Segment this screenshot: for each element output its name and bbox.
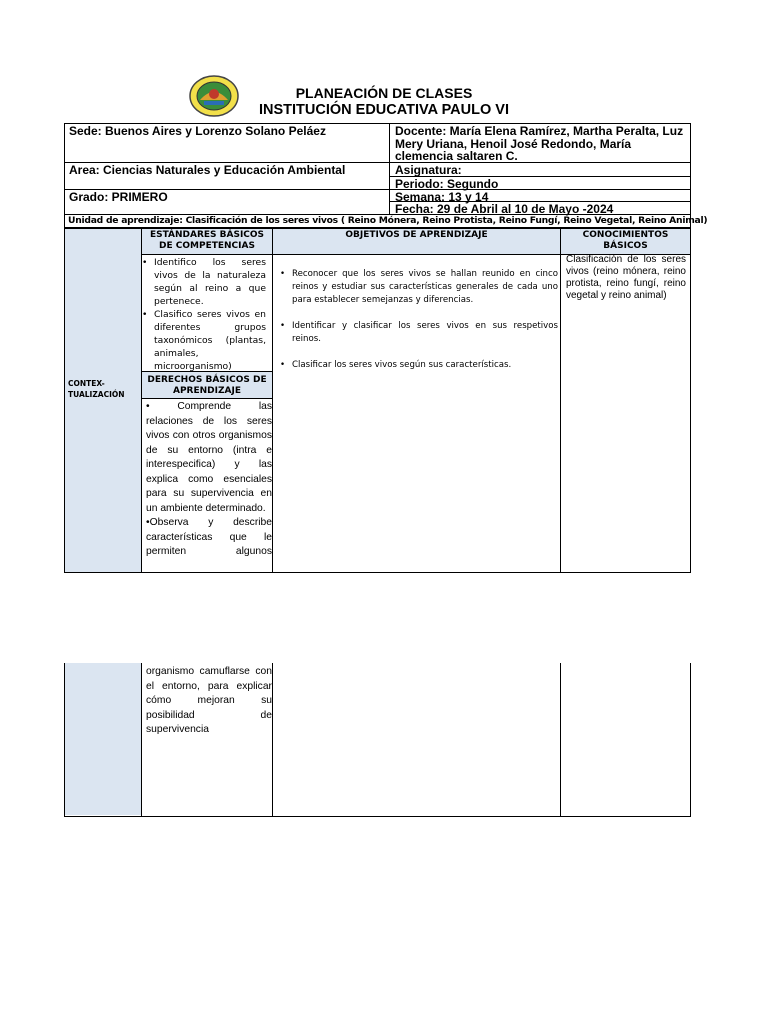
context-column-shade-continued: [65, 663, 141, 815]
list-item: • Identificar y clasificar los seres vivos en sus respetivos reinos.: [280, 320, 558, 346]
conocimientos-text: Clasificación de los seres vivos (reino mónera, reino protista, reino fungí, reino vegetal y reino animal): [566, 254, 686, 301]
asignatura-field: Asignatura:: [395, 163, 462, 177]
list-item: • Reconocer que los seres vivos se hallan reunido en cinco reinos y estudiar sus características generales de cada uno para establecer semejanzas y diferencias.: [280, 268, 558, 307]
estandares-list: [142, 256, 266, 373]
derechos-text: • Comprende las relaciones de los seres vivos con otros organismos de su entorno (intra e interespecifica) y las explica como esenciales para su supervivencia en un ambiente determinado. •Observa y describe características que le permiten algunos: [146, 401, 272, 557]
context-column-shade: [65, 229, 141, 572]
sede-field: Sede: Buenos Aires y Lorenzo Solano Peláez: [69, 124, 326, 138]
derechos-text-continued: organismo camuflarse con el entorno, para explicar cómo mejoran su posibilidad de supervivencia: [146, 666, 272, 735]
list-item: • Identifico los seres vivos de la naturaleza según al reino a que pertenece.: [142, 256, 266, 308]
derechos-header: DERECHOS BÁSICOS DE APRENDIZAJE: [147, 375, 267, 396]
docente-field: Docente: María Elena Ramírez, Martha Peralta, Luz Mery Uriana, Henoil José Redondo, María clemencia saltaren C.: [395, 124, 684, 163]
institution-name: INSTITUCIÓN EDUCATIVA PAULO VI: [259, 102, 509, 118]
area-field: Area: Ciencias Naturales y Educación Ambiental: [69, 163, 346, 177]
page-title: PLANEACIÓN DE CLASES: [295, 85, 473, 101]
contextualizacion-label: CONTEX- TUALIZACIÓN: [68, 379, 125, 399]
conocimientos-header: CONOCIMIENTOS BÁSICOS: [582, 230, 669, 251]
semana-field: Semana: 13 y 14: [395, 190, 489, 204]
periodo-field: Periodo: Segundo: [395, 177, 499, 191]
list-item: • Clasificar los seres vivos según sus características.: [280, 359, 558, 372]
grado-field: Grado: PRIMERO: [69, 190, 168, 204]
objetivos-list: [280, 268, 558, 385]
list-item: • Clasifico seres vivos en diferentes grupos taxonómicos (plantas, animales, microorganismo): [142, 308, 266, 373]
unidad-aprendizaje: Unidad de aprendizaje: Clasificación de los seres vivos ( Reino Mónera, Reino Protista, Reino Fungí, Reino Vegetal, Reino Animal): [68, 215, 708, 226]
fecha-field: Fecha: 29 de Abril al 10 de Mayo -2024: [395, 202, 614, 216]
objetivos-header: OBJETIVOS DE APRENDIZAJE: [345, 230, 488, 240]
estandares-header: ESTÁNDARES BÁSICOS DE COMPETENCIAS: [149, 230, 265, 251]
